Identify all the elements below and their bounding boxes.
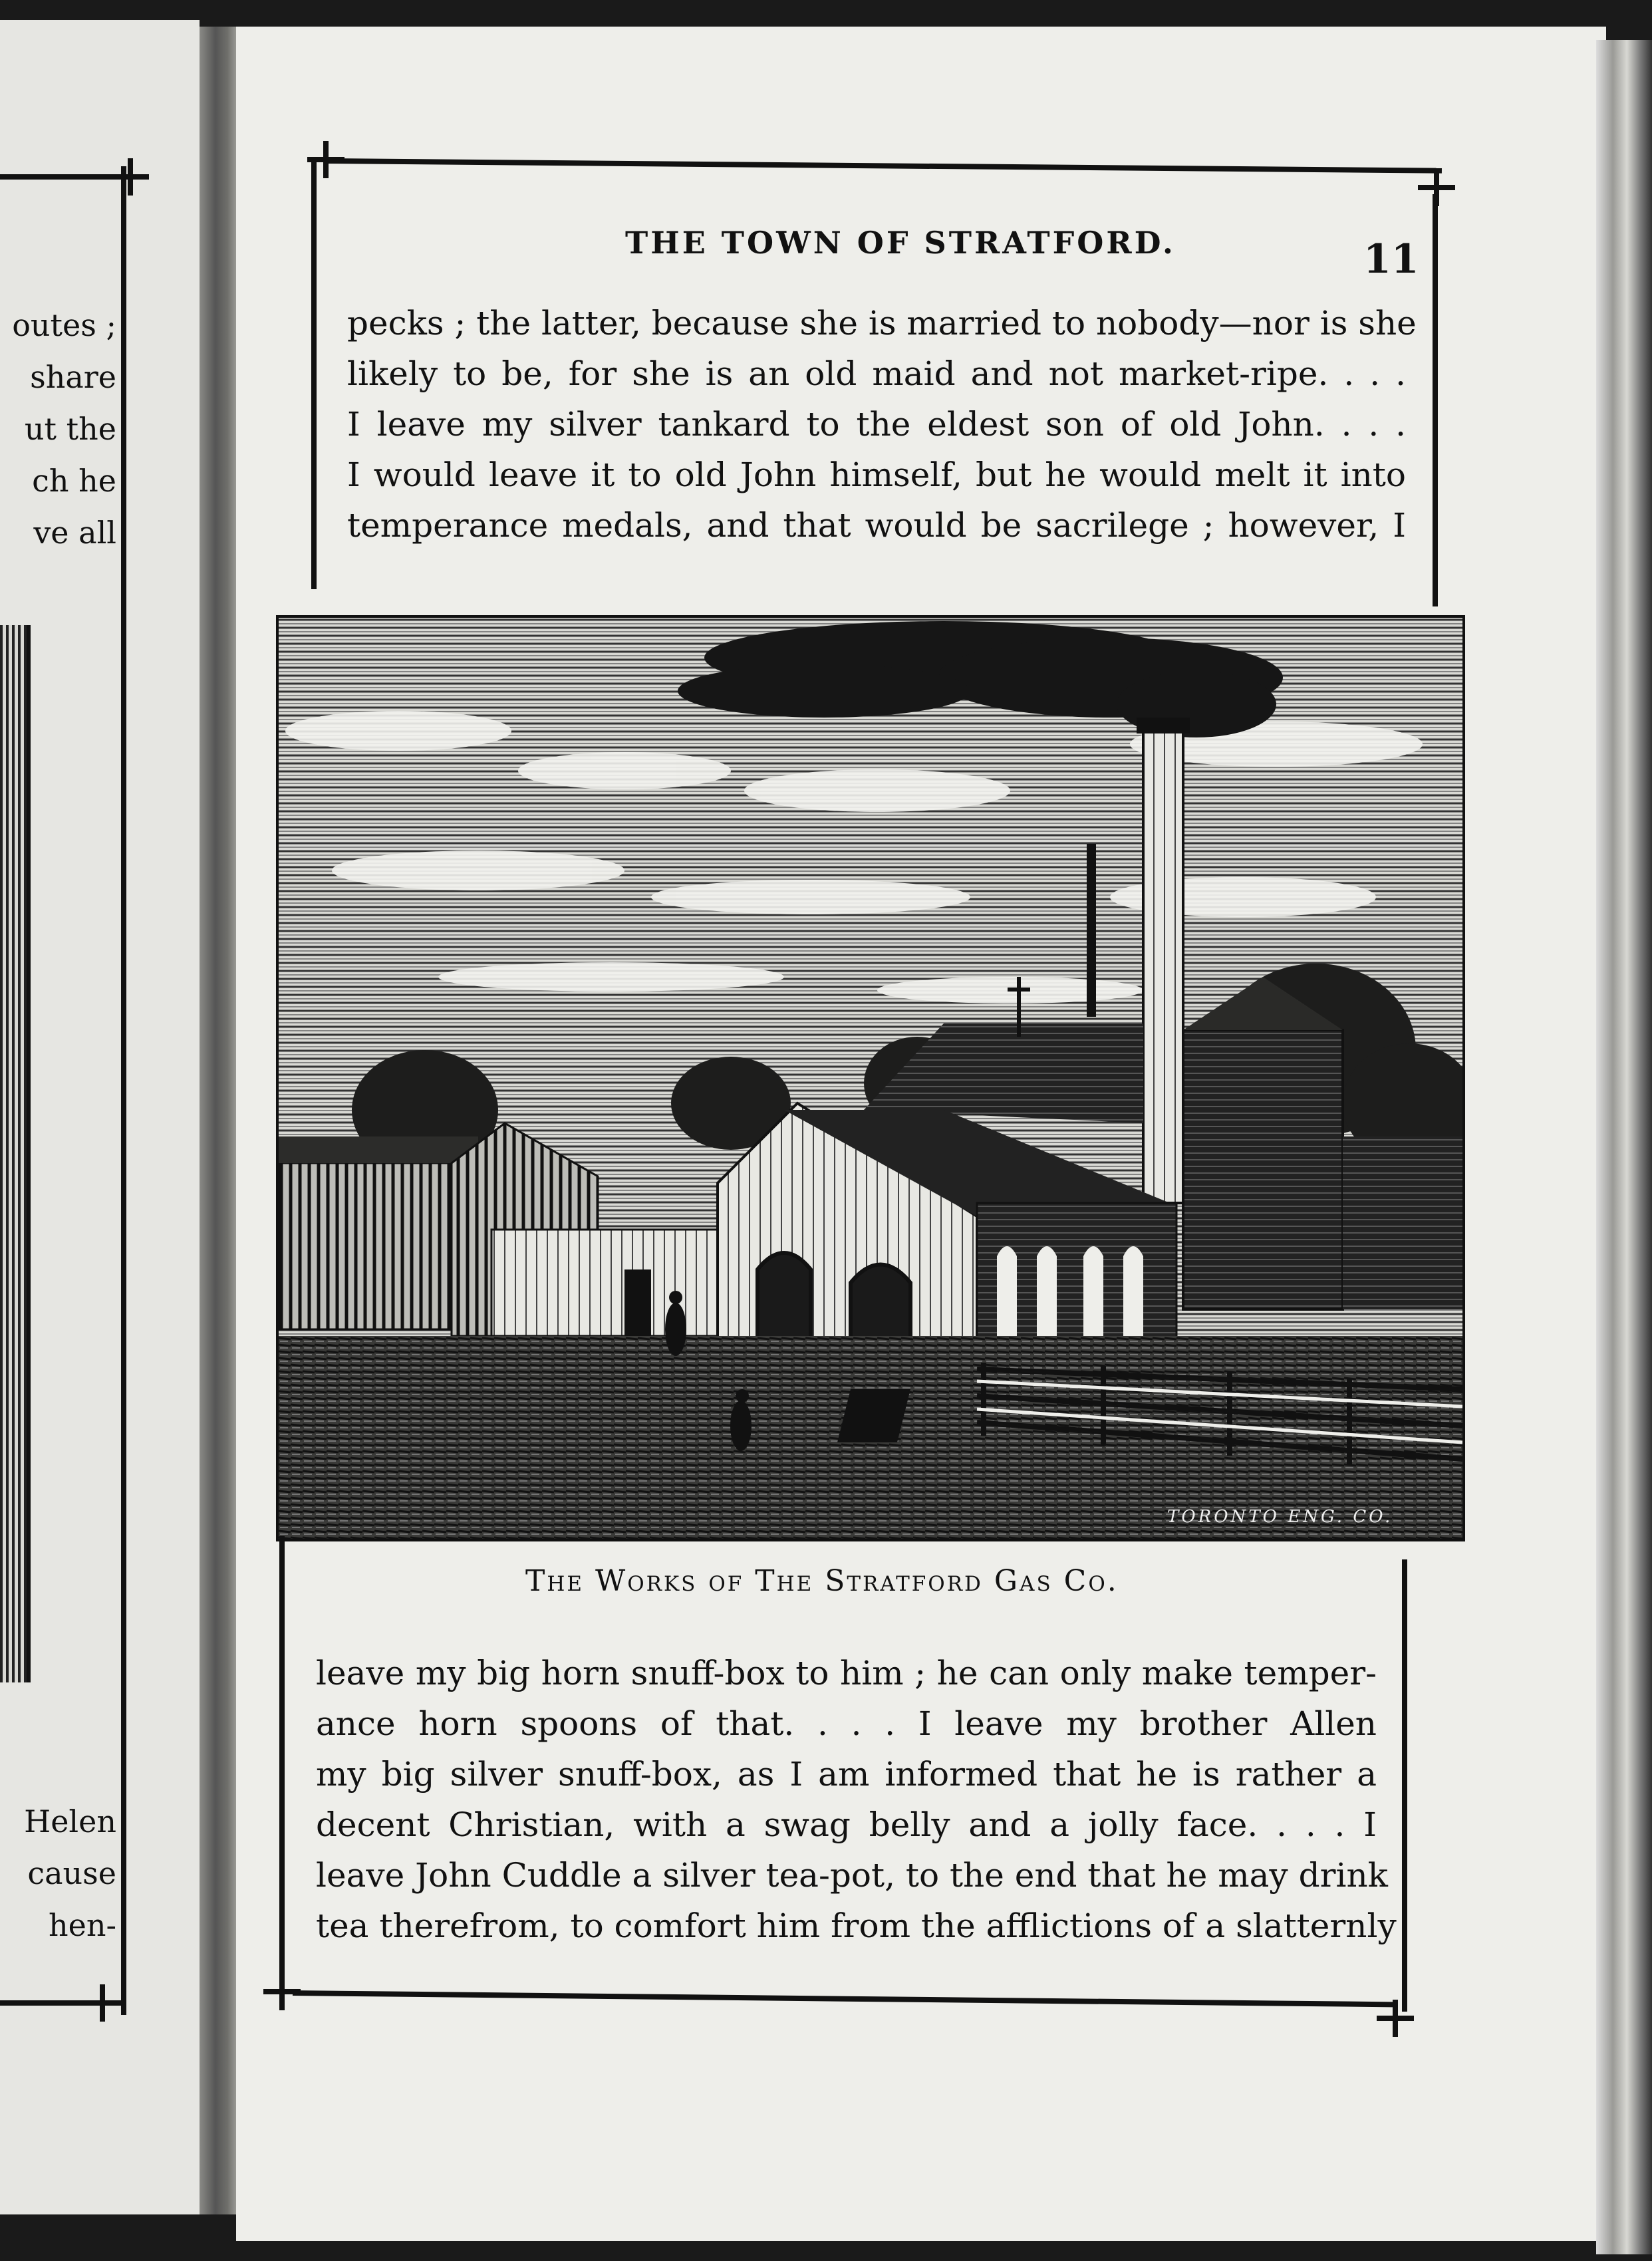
gas-works-engraving — [276, 615, 1465, 1541]
left-page-fragment — [0, 20, 200, 2214]
text-line: leave my big horn snuff-box to him ; he can only make temper- — [316, 1654, 1377, 1692]
page-edge-stack — [1596, 40, 1652, 2254]
bottom-frame-left-rule — [279, 1536, 285, 1988]
text-line: pecks ; the latter, because she is married to nobody—nor is she — [347, 304, 1417, 342]
left-text-line: hen- — [48, 1907, 116, 1943]
top-frame-right-rule — [1433, 194, 1438, 606]
top-left-cross-ornament — [307, 141, 344, 178]
text-line: decent Christian, with a swag belly and a jolly face. . . . I — [316, 1805, 1377, 1844]
left-top-cross-ornament — [112, 158, 149, 196]
text-line: I leave my silver tankard to the eldest son of old John. . . . — [347, 405, 1406, 444]
top-frame-left-rule — [311, 157, 317, 589]
page-number: 11 — [1363, 236, 1419, 283]
bottom-text-block — [316, 1648, 1397, 1951]
book-gutter — [200, 27, 239, 2214]
text-line: tea therefrom, to comfort him from the afflictions of a slatternly — [316, 1907, 1397, 1945]
left-text-line: cause — [27, 1855, 116, 1891]
left-text-line: share — [30, 359, 116, 395]
text-line: my big silver snuff-box, as I am informed that he is rather a — [316, 1755, 1377, 1794]
text-line: ance horn spoons of that. . . . I leave my brother Allen — [316, 1704, 1377, 1743]
left-text-line: outes ; — [12, 307, 116, 343]
text-line: I would leave it to old John himself, but he would melt it into — [347, 456, 1406, 494]
bottom-frame-right-rule — [1402, 1559, 1407, 2012]
left-page-top-rule — [0, 174, 126, 180]
top-right-cross-ornament — [1418, 169, 1455, 206]
bottom-left-cross-ornament — [263, 1973, 301, 2010]
left-text-line: ve all — [33, 515, 116, 551]
left-text-line: ut the — [24, 411, 116, 447]
left-bottom-cross-ornament — [84, 1984, 121, 2022]
illustration-caption: The Works of The Stratford Gas Co. — [525, 1564, 1119, 1598]
left-page-engraving-edge — [0, 625, 31, 1682]
left-page-text-bottom — [24, 1796, 116, 1951]
text-line: temperance medals, and that would be sacrilege ; however, I — [347, 506, 1406, 545]
left-text-line: Helen — [24, 1803, 116, 1839]
left-page-vertical-rule — [121, 166, 126, 2015]
left-text-line: ch he — [32, 463, 116, 499]
engraver-credit: TORONTO ENG. CO. — [1167, 1507, 1393, 1527]
running-head: THE TOWN OF STRATFORD. — [625, 225, 1176, 261]
bottom-right-cross-ornament — [1377, 2000, 1414, 2037]
text-line: likely to be, for she is an old maid and not market-ripe. . . . — [347, 354, 1406, 393]
text-line: leave John Cuddle a silver tea-pot, to the end that he may drink — [316, 1856, 1388, 1895]
left-page-text-top — [12, 299, 116, 559]
top-text-block — [347, 298, 1417, 551]
